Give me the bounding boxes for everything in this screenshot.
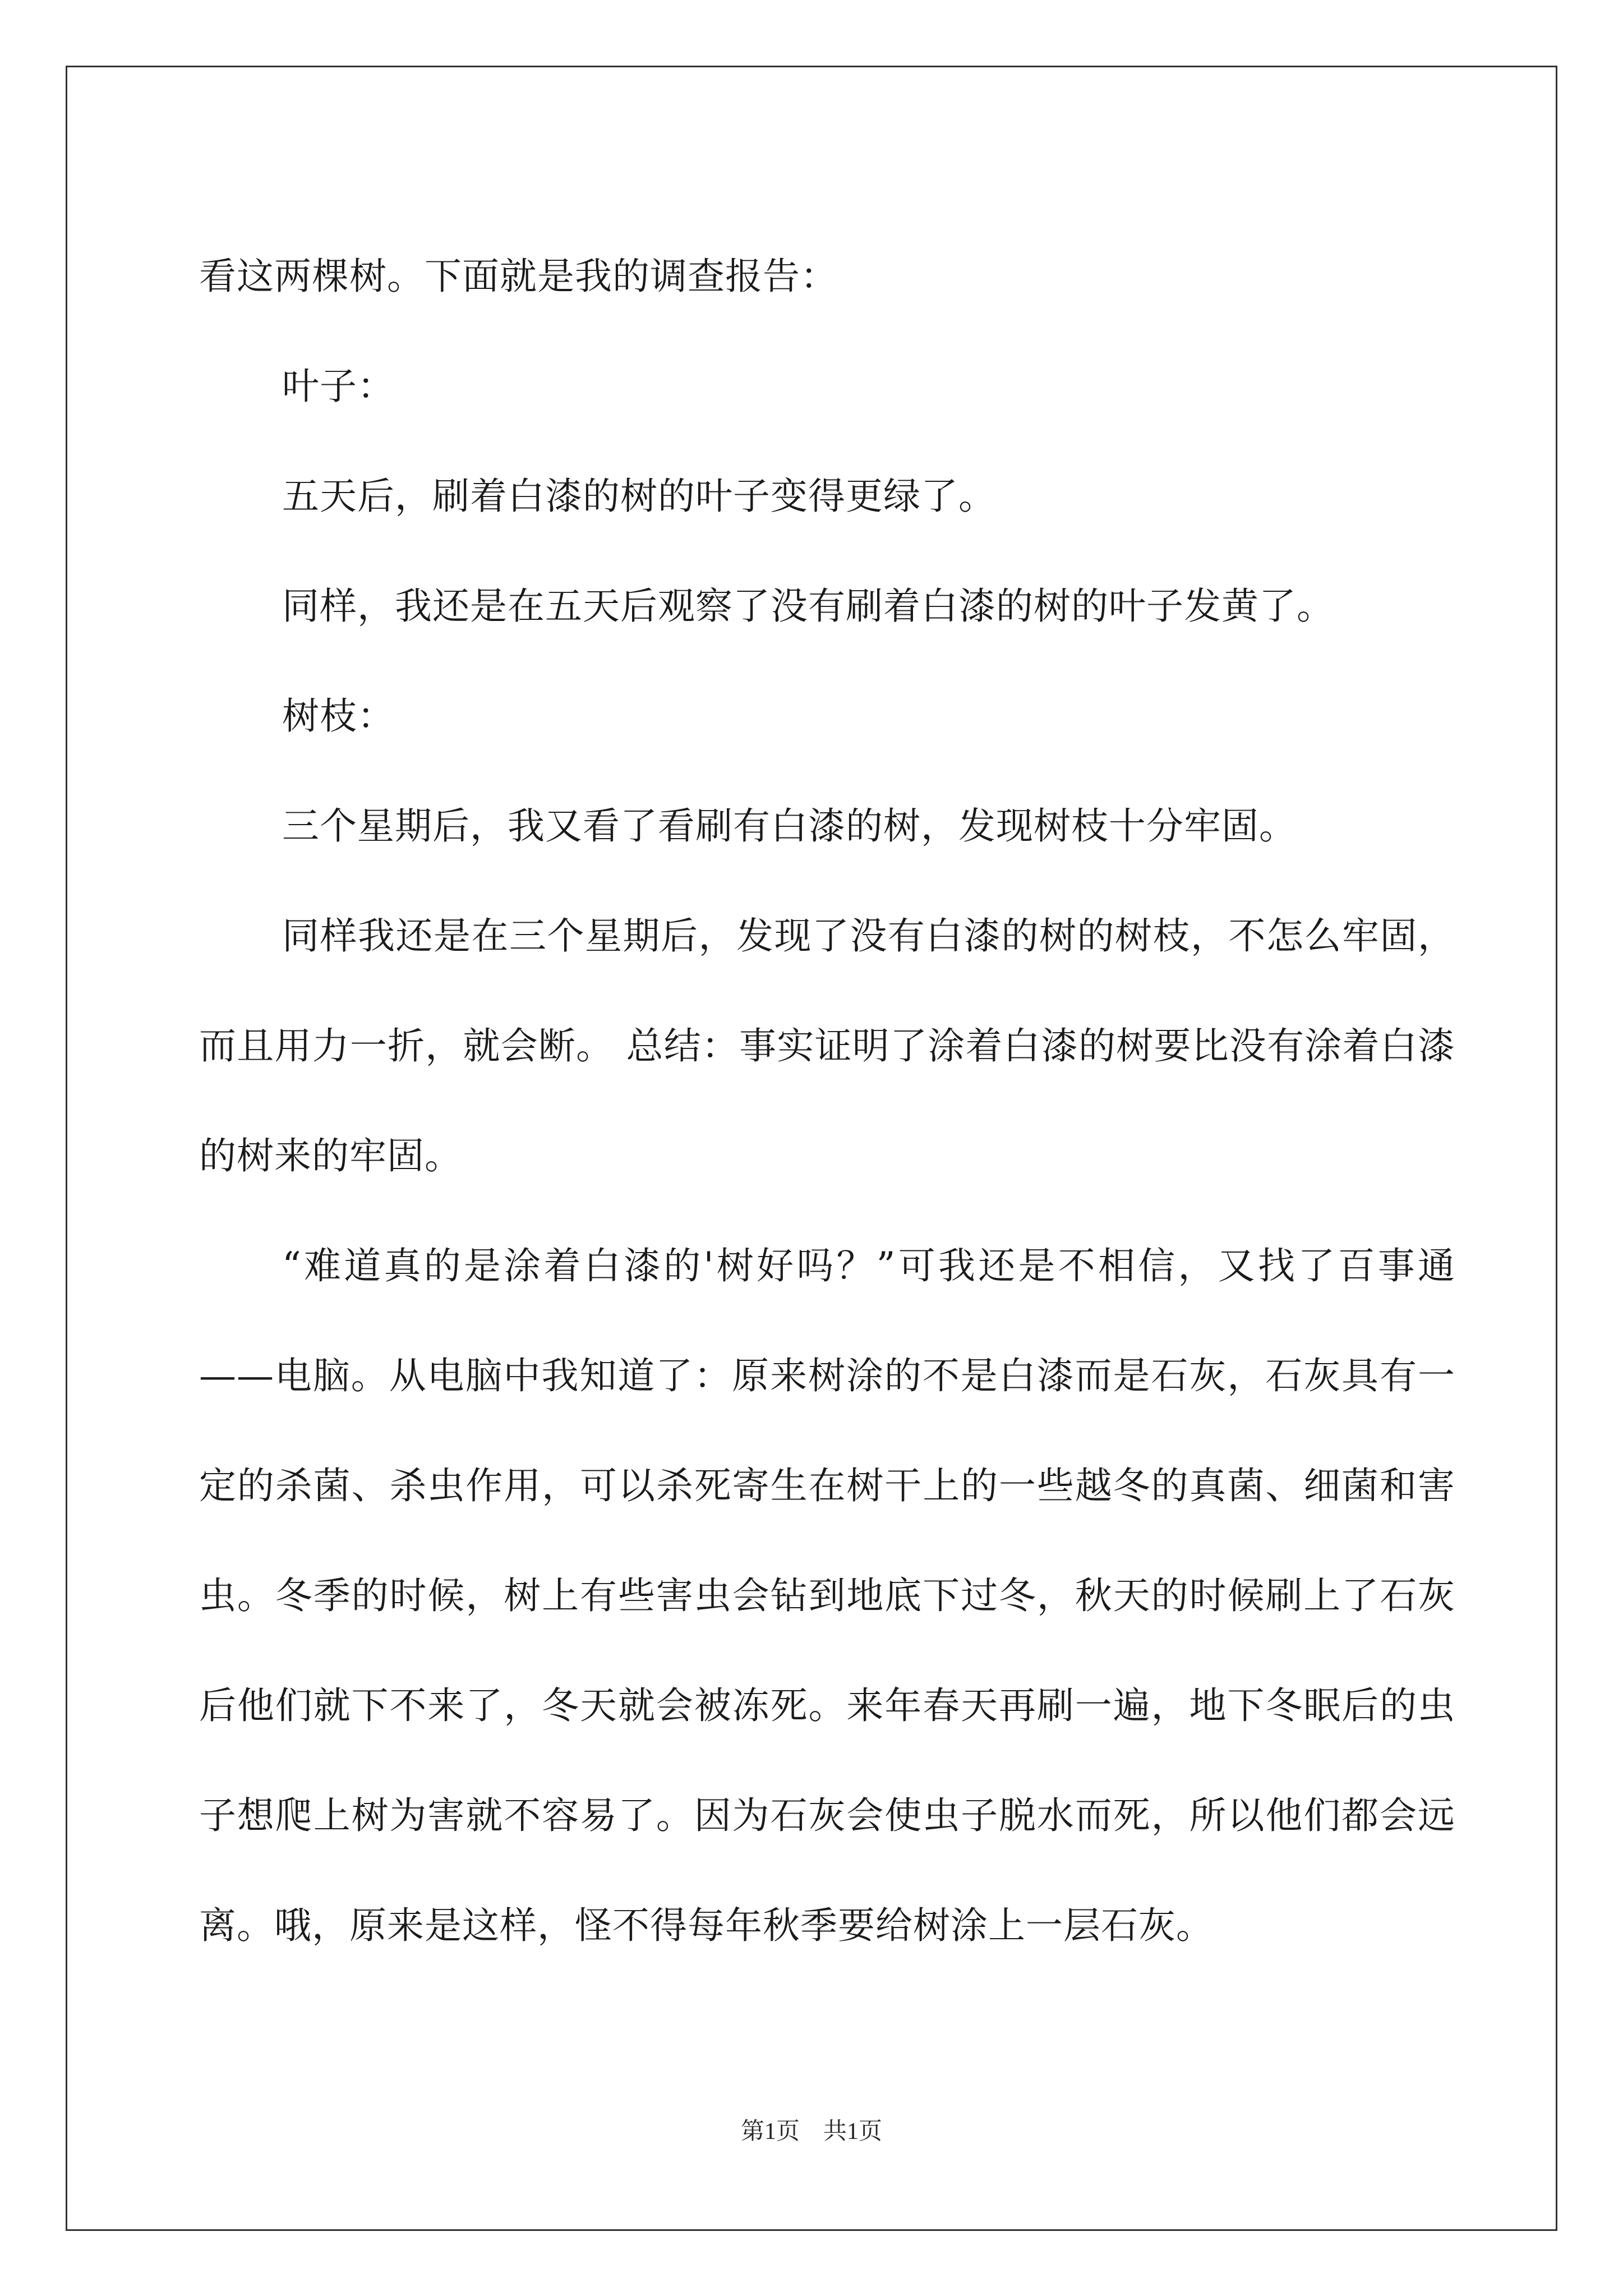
paragraph-2: 叶子：: [282, 365, 395, 408]
paragraph-8: “难道真的是涂着白漆的'树好吗？”可我还是不相信，又找了百事通——电脑。从电脑中我知道了：原来树涂的不是白漆而是石灰，石灰具有一定的杀菌、杀虫作用，可以杀死寄生在树干上的一些越冬的真菌、细菌和害虫。冬季的时候，树上有些害虫会钻到地底下过冬，秋天的时候刷上了石灰后他们就下不来了，冬天就会被冻死。来年春天再刷一遍，地下冬眠后的虫子想爬上树为害就不容易了。因为石灰会使虫子脱水而死，所以他们都会远离。哦，原来是这样，怪不得每年秋季要给树涂上一层石灰。: [199, 1244, 1455, 1947]
paragraph-6: 三个星期后，我又看了看刷有白漆的树，发现树枝十分牢固。: [282, 804, 1297, 848]
paragraph-7: 同样我还是在三个星期后，发现了没有白漆的树的树枝，不怎么牢固，而且用力一折，就会断。 总结：事实证明了涂着白漆的树要比没有涂着白漆的树来的牢固。: [199, 914, 1455, 1177]
paragraph-5: 树枝：: [282, 694, 395, 738]
paragraph-4: 同样，我还是在五天后观察了没有刷着白漆的树的叶子发黄了。: [282, 585, 1334, 628]
document-body: [199, 222, 1455, 1981]
paragraph-1: 看这两棵树。下面就是我的调查报告：: [199, 255, 838, 298]
page-number-footer: 第1页 共1页: [740, 2119, 882, 2145]
paragraph-3: 五天后，刷着白漆的树的叶子变得更绿了。: [282, 475, 996, 518]
